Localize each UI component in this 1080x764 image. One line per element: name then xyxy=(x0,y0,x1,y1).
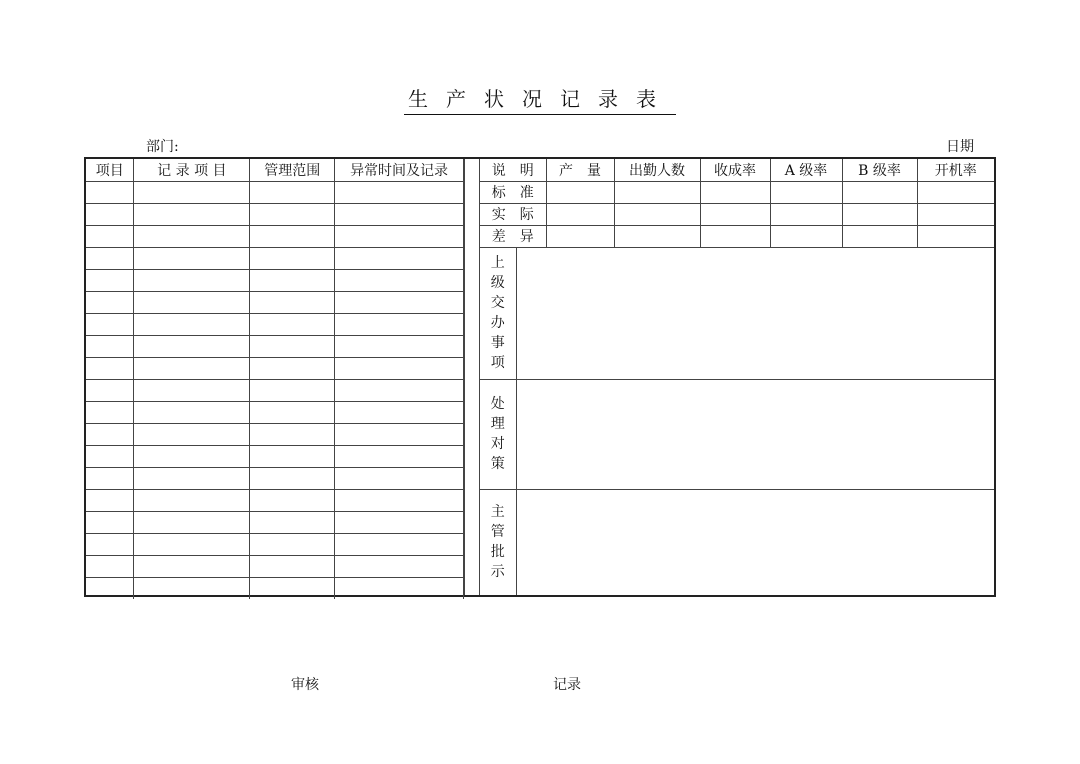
cell[interactable] xyxy=(614,181,700,203)
record-cell[interactable] xyxy=(250,489,335,511)
record-cell[interactable] xyxy=(134,577,250,599)
section-label-assigned-matters: 上级交办事项 xyxy=(480,247,516,379)
record-cell[interactable] xyxy=(134,423,250,445)
record-cell[interactable] xyxy=(250,225,335,247)
record-cell[interactable] xyxy=(335,181,464,203)
record-cell[interactable] xyxy=(250,577,335,599)
record-cell[interactable] xyxy=(335,577,464,599)
record-row xyxy=(86,335,464,357)
record-cell[interactable] xyxy=(134,467,250,489)
record-row xyxy=(86,181,464,203)
record-cell[interactable] xyxy=(335,313,464,335)
record-cell[interactable] xyxy=(250,511,335,533)
record-cell[interactable] xyxy=(250,467,335,489)
record-cell[interactable] xyxy=(86,269,134,291)
section-supervisor-approval xyxy=(480,489,994,595)
assigned-matters-field[interactable] xyxy=(516,247,994,379)
record-row xyxy=(86,401,464,423)
record-cell[interactable] xyxy=(250,423,335,445)
cell[interactable] xyxy=(700,203,770,225)
record-cell[interactable] xyxy=(335,423,464,445)
cell[interactable] xyxy=(546,181,614,203)
record-cell[interactable] xyxy=(250,445,335,467)
column-gap xyxy=(464,159,480,595)
cell[interactable] xyxy=(700,181,770,203)
record-cell[interactable] xyxy=(134,533,250,555)
record-cell[interactable] xyxy=(86,577,134,599)
record-row xyxy=(86,291,464,313)
record-cell[interactable] xyxy=(335,533,464,555)
section-label-countermeasures: 处理对策 xyxy=(480,379,516,489)
row-label-variance: 差 异 xyxy=(480,225,546,247)
record-table xyxy=(86,159,464,599)
record-row xyxy=(86,225,464,247)
record-cell[interactable] xyxy=(86,379,134,401)
record-row xyxy=(86,357,464,379)
record-row xyxy=(86,313,464,335)
record-cell[interactable] xyxy=(86,511,134,533)
record-cell[interactable] xyxy=(86,181,134,203)
record-cell[interactable] xyxy=(86,467,134,489)
record-cell[interactable] xyxy=(335,555,464,577)
record-row xyxy=(86,423,464,445)
production-table-header xyxy=(480,159,994,181)
cell[interactable] xyxy=(700,225,770,247)
cell[interactable] xyxy=(546,203,614,225)
supervisor-approval-field[interactable] xyxy=(516,489,994,595)
header-record-item: 记 录 项 目 xyxy=(134,159,250,181)
countermeasures-field[interactable] xyxy=(516,379,994,489)
record-cell[interactable] xyxy=(335,467,464,489)
cell[interactable] xyxy=(770,181,842,203)
record-table-header xyxy=(86,159,464,181)
record-row xyxy=(86,247,464,269)
record-cell[interactable] xyxy=(335,225,464,247)
section-countermeasures xyxy=(480,379,994,489)
header-attendance: 出勤人数 xyxy=(614,159,700,181)
record-cell[interactable] xyxy=(134,511,250,533)
record-cell[interactable] xyxy=(86,401,134,423)
record-cell[interactable] xyxy=(250,313,335,335)
row-label-actual: 实 际 xyxy=(480,203,546,225)
header-a-grade-rate: A 级率 xyxy=(770,159,842,181)
record-cell[interactable] xyxy=(335,269,464,291)
header-yield-rate: 收成率 xyxy=(700,159,770,181)
record-cell[interactable] xyxy=(86,445,134,467)
header-machine-rate: 开机率 xyxy=(917,159,994,181)
record-cell[interactable] xyxy=(134,203,250,225)
cell[interactable] xyxy=(917,203,994,225)
record-cell[interactable] xyxy=(134,335,250,357)
record-cell[interactable] xyxy=(134,247,250,269)
cell[interactable] xyxy=(614,203,700,225)
production-table xyxy=(480,159,994,595)
record-cell[interactable] xyxy=(134,181,250,203)
record-cell[interactable] xyxy=(86,357,134,379)
record-cell[interactable] xyxy=(134,269,250,291)
cell[interactable] xyxy=(917,181,994,203)
recorder-label: 记录 xyxy=(553,677,581,693)
record-cell[interactable] xyxy=(335,445,464,467)
record-cell[interactable] xyxy=(86,533,134,555)
record-cell[interactable] xyxy=(335,247,464,269)
record-cell[interactable] xyxy=(250,357,335,379)
record-cell[interactable] xyxy=(250,247,335,269)
record-cell[interactable] xyxy=(250,181,335,203)
record-cell[interactable] xyxy=(134,555,250,577)
cell[interactable] xyxy=(917,225,994,247)
header-b-grade-rate: B 级率 xyxy=(842,159,917,181)
record-cell[interactable] xyxy=(86,203,134,225)
record-cell[interactable] xyxy=(134,489,250,511)
record-cell[interactable] xyxy=(335,401,464,423)
record-cell[interactable] xyxy=(250,379,335,401)
record-cell[interactable] xyxy=(250,555,335,577)
row-label-standard: 标 准 xyxy=(480,181,546,203)
department-label: 部门: xyxy=(146,139,179,155)
cell[interactable] xyxy=(842,225,917,247)
cell[interactable] xyxy=(770,225,842,247)
record-cell[interactable] xyxy=(250,291,335,313)
record-cell[interactable] xyxy=(250,401,335,423)
record-cell[interactable] xyxy=(86,555,134,577)
record-cell[interactable] xyxy=(86,247,134,269)
row-variance xyxy=(480,225,994,247)
record-row xyxy=(86,269,464,291)
record-cell[interactable] xyxy=(250,335,335,357)
record-cell[interactable] xyxy=(335,511,464,533)
record-cell[interactable] xyxy=(335,291,464,313)
record-cell[interactable] xyxy=(335,203,464,225)
record-cell[interactable] xyxy=(335,335,464,357)
reviewer-label: 审核 xyxy=(291,677,319,693)
record-cell[interactable] xyxy=(86,423,134,445)
record-cell[interactable] xyxy=(134,291,250,313)
row-standard xyxy=(480,181,994,203)
cell[interactable] xyxy=(770,203,842,225)
record-cell[interactable] xyxy=(134,357,250,379)
record-cell[interactable] xyxy=(335,489,464,511)
record-cell[interactable] xyxy=(250,533,335,555)
record-row xyxy=(86,555,464,577)
header-item: 项目 xyxy=(86,159,134,181)
record-row xyxy=(86,379,464,401)
section-label-supervisor-approval: 主管批示 xyxy=(480,489,516,595)
record-cell[interactable] xyxy=(335,357,464,379)
record-cell[interactable] xyxy=(134,379,250,401)
record-cell[interactable] xyxy=(134,445,250,467)
cell[interactable] xyxy=(546,225,614,247)
record-cell[interactable] xyxy=(86,225,134,247)
cell[interactable] xyxy=(842,181,917,203)
record-cell[interactable] xyxy=(250,269,335,291)
section-assigned-matters xyxy=(480,247,994,379)
record-row xyxy=(86,577,464,599)
cell[interactable] xyxy=(614,225,700,247)
record-cell[interactable] xyxy=(335,379,464,401)
record-cell[interactable] xyxy=(86,335,134,357)
record-cell[interactable] xyxy=(134,401,250,423)
record-cell[interactable] xyxy=(86,291,134,313)
header-abnormal-time: 异常时间及记录 xyxy=(335,159,464,181)
record-row xyxy=(86,445,464,467)
record-row xyxy=(86,467,464,489)
header-description: 说 明 xyxy=(480,159,546,181)
record-cell[interactable] xyxy=(86,489,134,511)
row-actual xyxy=(480,203,994,225)
record-cell[interactable] xyxy=(134,225,250,247)
record-row xyxy=(86,489,464,511)
form-frame xyxy=(84,157,996,597)
form-title: 生产状况记录表 xyxy=(0,86,1080,115)
date-label: 日期 xyxy=(946,139,974,155)
record-row xyxy=(86,511,464,533)
record-row xyxy=(86,203,464,225)
record-cell[interactable] xyxy=(86,313,134,335)
cell[interactable] xyxy=(842,203,917,225)
header-management-scope: 管理范围 xyxy=(250,159,335,181)
header-output: 产 量 xyxy=(546,159,614,181)
record-row xyxy=(86,533,464,555)
record-cell[interactable] xyxy=(250,203,335,225)
record-cell[interactable] xyxy=(134,313,250,335)
